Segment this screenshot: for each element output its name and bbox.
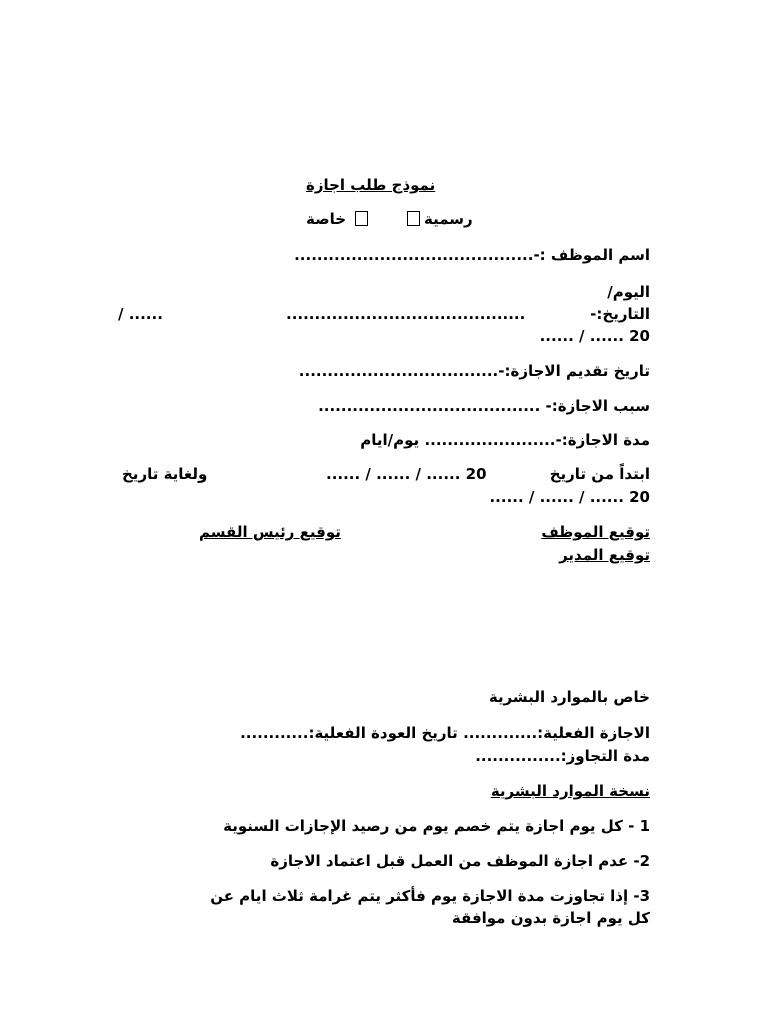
note-3-line-1: 3- إذا تجاوزت مدة الاجازة يوم فأكثر يتم غرامة ثلاث ايام عن <box>210 887 650 905</box>
actual-leave-field[interactable]: ............. <box>463 724 538 742</box>
day-label: اليوم/ <box>607 283 650 301</box>
note-3-line-2: كل يوم اجازة بدون موافقة <box>451 909 650 927</box>
to-label: ولغاية تاريخ <box>122 465 208 483</box>
checkbox-official[interactable] <box>407 211 420 226</box>
leave-type-row <box>306 208 372 230</box>
to-date-field[interactable] <box>489 486 650 508</box>
signature-employee: توقيع الموظف <box>541 523 650 541</box>
reason-label: سبب الاجازة:- <box>545 397 650 415</box>
actual-leave-label: الاجازة الفعلية: <box>537 724 650 742</box>
from-date-value: ...... / ...... / ...... 20 <box>326 465 487 483</box>
employee-name-label: اسم الموظف :- <box>533 246 650 264</box>
overstay-label: مدة التجاوز: <box>560 747 650 765</box>
submit-date-label: تاريخ تقديم الاجازة:- <box>498 362 650 380</box>
actual-return-field[interactable]: ............ <box>240 724 309 742</box>
signature-manager: توقيع المدير <box>559 546 650 564</box>
date-part1: ...... / <box>118 305 163 323</box>
date-field[interactable]: .......................................... <box>286 305 526 323</box>
date-line2: ...... / ...... 20 <box>539 327 650 345</box>
duration-row <box>360 429 650 451</box>
from-label: ابتداً من تاريخ <box>549 465 650 483</box>
checkbox-private[interactable] <box>355 211 368 226</box>
from-date-field[interactable] <box>326 463 487 485</box>
employee-name-row <box>294 244 650 266</box>
signature-head-of-department: توقيع رئيس القسم <box>199 523 341 541</box>
form-title: نموذج طلب اجازة <box>306 176 436 194</box>
leave-type-private-label: خاصة <box>306 210 347 228</box>
duration-label: مدة الاجازة:- <box>555 431 650 449</box>
note-1: 1 - كل يوم اجازة يتم خصم يوم من رصيد الإجازات السنوية <box>223 817 650 835</box>
leave-type-official-label: رسمية <box>424 210 473 228</box>
hr-copy-heading: نسخة الموارد البشرية <box>490 782 650 800</box>
duration-unit: يوم/ايام <box>360 431 420 449</box>
to-date-value: ...... / ...... / ...... 20 <box>489 488 650 506</box>
leave-type-official-wrap <box>403 208 473 230</box>
overstay-field[interactable]: ............... <box>475 747 561 765</box>
submit-date-field[interactable]: ................................... <box>298 362 499 380</box>
hr-section-heading: خاص بالموارد البشرية <box>488 688 650 706</box>
duration-field[interactable]: ....................... <box>424 431 556 449</box>
reason-field[interactable]: ....................................... <box>318 397 541 415</box>
date-label: التاريخ:- <box>590 305 650 323</box>
actual-return-label: تاريخ العودة الفعلية: <box>308 724 458 742</box>
actual-leave-row <box>240 722 650 744</box>
overstay-row <box>475 745 650 767</box>
submit-date-row <box>299 360 650 382</box>
reason-row <box>318 395 650 417</box>
note-2: 2- عدم اجازة الموظف من العمل قبل اعتماد الاجازة <box>270 852 650 870</box>
employee-name-field[interactable]: .......................................... <box>294 246 534 264</box>
